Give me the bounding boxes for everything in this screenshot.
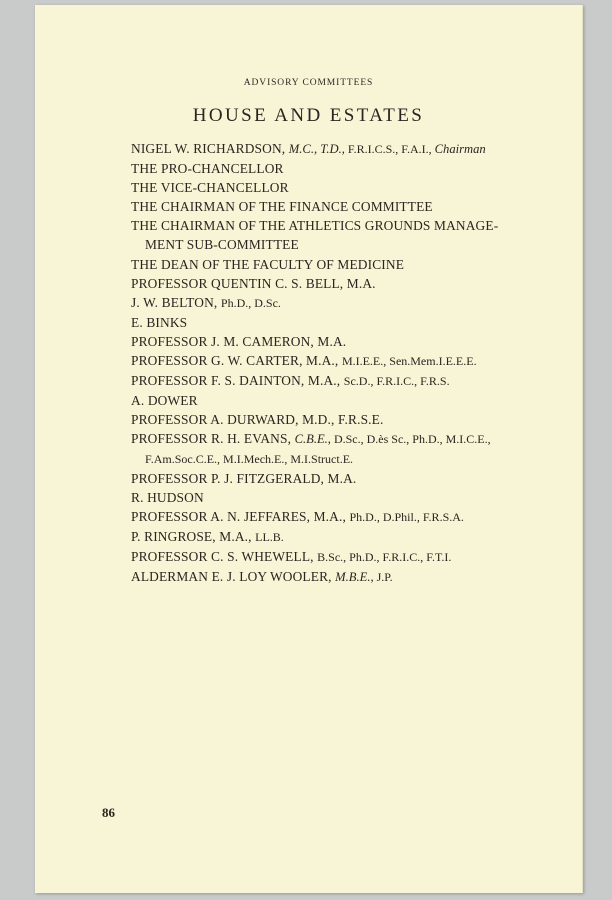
running-head: ADVISORY COMMITTEES: [243, 78, 374, 88]
committee-member: [131, 469, 571, 488]
member-line-continuation: MENT SUB-COMMITTEE: [145, 237, 299, 253]
member-name: PROFESSOR A. N. JEFFARES, M.A.,: [131, 508, 350, 524]
committee-member: [131, 274, 571, 293]
member-name: NIGEL W. RICHARDSON,: [131, 141, 289, 156]
committee-member: [131, 178, 571, 197]
committee-member: [131, 293, 571, 313]
member-name: THE CHAIRMAN OF THE FINANCE COMMITTEE: [131, 199, 433, 215]
member-name: J. W. BELTON,: [131, 294, 221, 310]
committee-member: [131, 371, 571, 391]
member-degrees: J.P.: [373, 570, 393, 585]
member-degrees: Ph.D., D.Phil., F.R.S.A.: [349, 509, 464, 524]
book-page: [35, 5, 583, 893]
member-degrees: M.I.E.E., Sen.Mem.I.E.E.E.: [341, 354, 477, 369]
committee-member: [131, 410, 571, 429]
committee-member-list: [131, 139, 571, 587]
member-degrees: Ph.D., D.Sc.: [220, 295, 281, 310]
member-honours: C.B.E.,: [294, 432, 331, 447]
member-name: THE PRO-CHANCELLOR: [131, 161, 284, 177]
committee-member: [131, 313, 571, 332]
page-number: 86: [102, 805, 115, 820]
member-name: PROFESSOR J. M. CAMERON, M.A.: [131, 333, 347, 349]
member-name: THE DEAN OF THE FACULTY OF MEDICINE: [131, 256, 405, 272]
committee-member: [131, 507, 571, 527]
member-name: E. BINKS: [131, 314, 188, 330]
committee-member: [131, 547, 571, 567]
member-name: PROFESSOR A. DURWARD, M.D., F.R.S.E.: [131, 412, 384, 428]
member-degrees: F.R.I.C.S., F.A.I.,: [344, 142, 435, 156]
member-role: Chairman: [434, 142, 486, 156]
committee-member: [131, 216, 571, 254]
member-name: PROFESSOR C. S. WHEWELL,: [131, 548, 318, 564]
member-line-continuation: F.Am.Soc.C.E., M.I.Mech.E., M.I.Struct.E.: [145, 451, 354, 466]
member-name: R. HUDSON: [131, 489, 204, 505]
committee-member: [131, 139, 571, 159]
member-name: PROFESSOR P. J. FITZGERALD, M.A.: [131, 470, 357, 486]
committee-member: [131, 255, 571, 274]
member-degrees: D.Sc., D.ès Sc., Ph.D., M.I.C.E.,: [330, 432, 491, 447]
member-name: ALDERMAN E. J. LOY WOOLER,: [131, 569, 336, 585]
member-name: PROFESSOR R. H. EVANS,: [131, 431, 295, 447]
committee-member: [131, 429, 571, 468]
committee-member: [131, 159, 571, 178]
member-name: PROFESSOR G. W. CARTER, M.A.,: [131, 353, 342, 369]
member-name: PROFESSOR QUENTIN C. S. BELL, M.A.: [131, 275, 376, 291]
member-name: PROFESSOR F. S. DAINTON, M.A.,: [131, 373, 344, 389]
committee-member: [131, 527, 571, 547]
member-name: A. DOWER: [131, 393, 198, 409]
member-degrees: LL.B.: [255, 529, 284, 544]
member-name: P. RINGROSE, M.A.,: [131, 528, 256, 544]
member-name: THE VICE-CHANCELLOR: [131, 180, 289, 196]
member-name: THE CHAIRMAN OF THE ATHLETICS GROUNDS MANAGE-: [131, 218, 499, 234]
committee-member: [131, 488, 571, 507]
member-honours: M.C., T.D.,: [288, 142, 345, 156]
section-title: HOUSE AND ESTATES: [192, 105, 425, 126]
member-honours: M.B.E.,: [335, 570, 374, 585]
committee-member: [131, 197, 571, 216]
committee-member: [131, 567, 571, 587]
committee-member: [131, 351, 571, 371]
member-degrees: B.Sc., Ph.D., F.R.I.C., F.T.I.: [317, 549, 452, 564]
member-degrees: Sc.D., F.R.I.C., F.R.S.: [343, 374, 450, 389]
committee-member: [131, 391, 571, 410]
committee-member: [131, 332, 571, 351]
